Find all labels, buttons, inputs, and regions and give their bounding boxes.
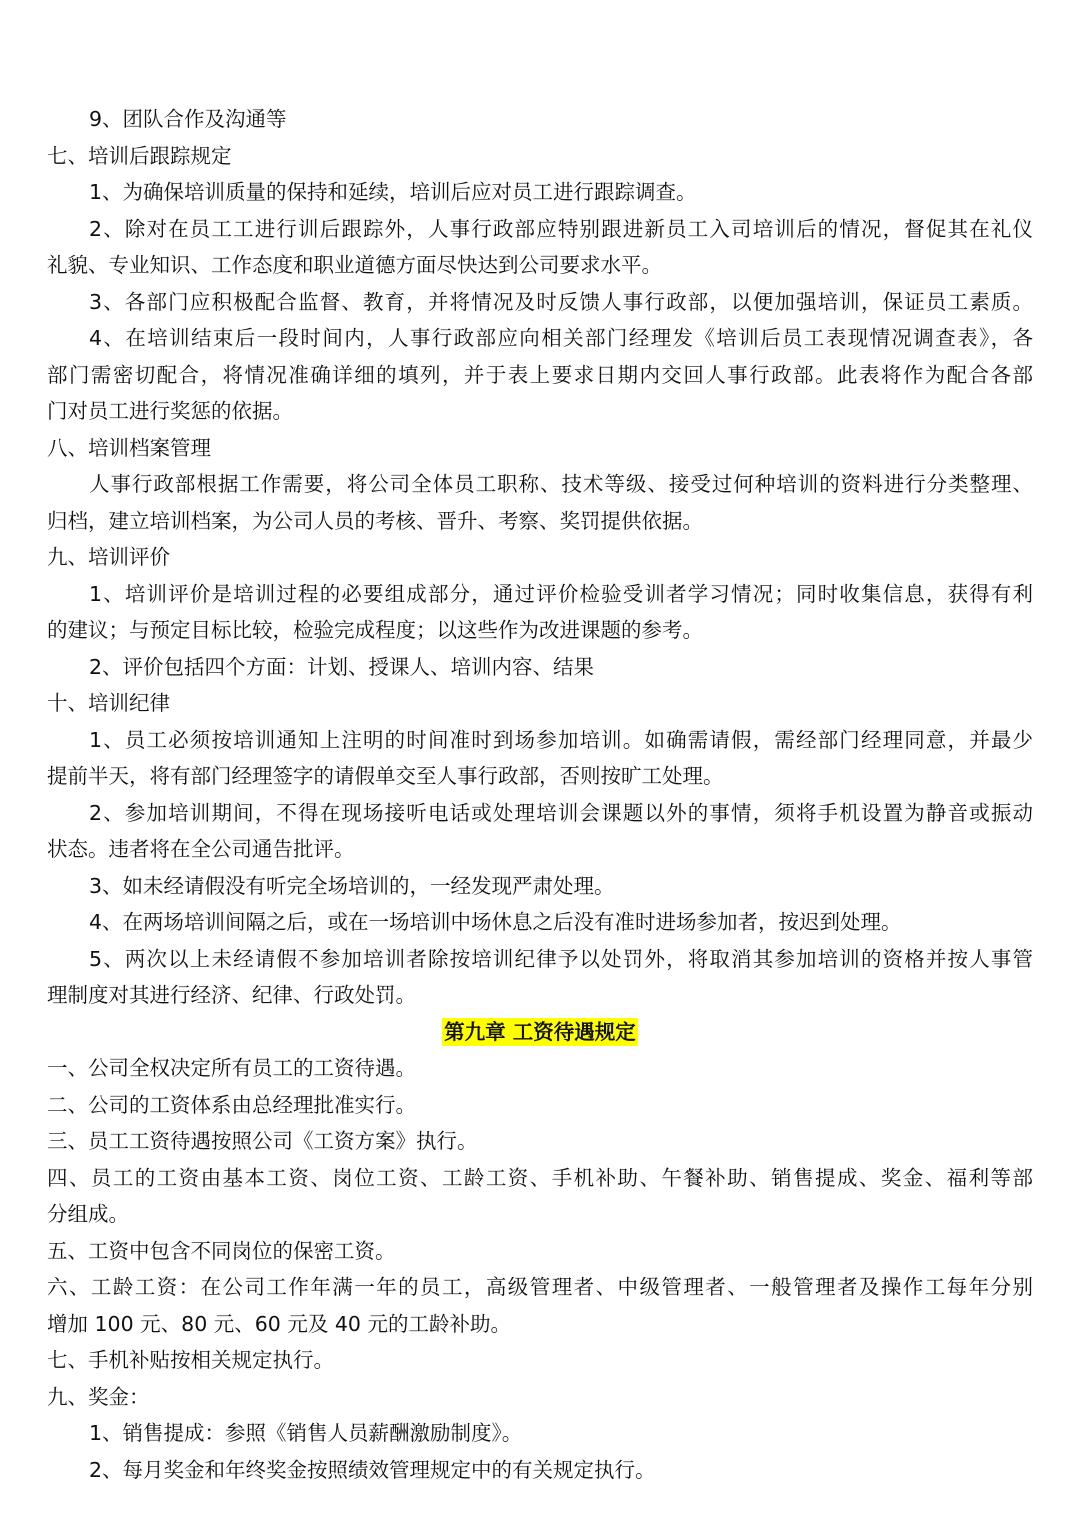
paragraph-line: 理制度对其进行经济、纪律、行政处罚。 (47, 983, 416, 1007)
clause-6-continued: 增加 100 元、80 元、60 元及 40 元的工龄补助。 (47, 1311, 511, 1336)
paragraph-line: 4、在两场培训间隔之后，或在一场培训中场休息之后没有准时进场参加者，按迟到处理。 (89, 910, 902, 934)
bonus-item-2: 2、每月奖金和年终奖金按照绩效管理规定中的有关规定执行。 (89, 1457, 656, 1482)
paragraph-line: 1、培训评价是培训过程的必要组成部分，通过评价检验受训者学习情况；同时收集信息，获得有利 (89, 581, 1033, 606)
section-heading-9: 九、培训评价 (47, 545, 170, 569)
paragraph-line: 状态。违者将在全公司通告批评。 (47, 837, 355, 861)
chapter-title (47, 1014, 1033, 1051)
paragraph-line: 2、参加培训期间，不得在现场接听电话或处理培训会课题以外的事情，须将手机设置为静音或振动 (89, 800, 1033, 825)
section-heading-7: 七、培训后跟踪规定 (47, 143, 232, 168)
paragraph-line: 2、评价包括四个方面：计划、授课人、培训内容、结果 (89, 654, 595, 679)
clause-5: 五、工资中包含不同岗位的保密工资。 (47, 1238, 396, 1263)
clause-9-bonus: 九、奖金： (47, 1384, 150, 1409)
chapter-title-highlight: 第九章 工资待遇规定 (444, 1019, 636, 1044)
paragraph-line: 3、如未经请假没有听完全场培训的，一经发现严肃处理。 (89, 873, 615, 898)
section-heading-8: 八、培训档案管理 (47, 435, 211, 460)
document-body (47, 101, 1033, 1488)
section-heading-10: 十、培训纪律 (47, 691, 170, 715)
paragraph-line: 部门需密切配合，将情况准确详细的填列，并于表上要求日期内交回人事行政部。此表将作为配合各部 (47, 362, 1033, 387)
paragraph-line: 5、两次以上未经请假不参加培训者除按培训纪律予以处罚外，将取消其参加培训的资格并按人事管 (89, 946, 1033, 971)
paragraph-line: 的建议；与预定目标比较，检验完成程度；以这些作为改进课题的参考。 (47, 618, 703, 642)
paragraph-line: 人事行政部根据工作需要，将公司全体员工职称、技术等级、接受过何种培训的资料进行分类整理、 (89, 472, 1033, 496)
clause-6: 六、工龄工资：在公司工作年满一年的员工，高级管理者、中级管理者、一般管理者及操作工每年分别 (47, 1275, 1033, 1299)
clause-4-continued: 分组成。 (47, 1202, 129, 1226)
paragraph-line: 提前半天，将有部门经理签字的请假单交至人事行政部，否则按旷工处理。 (47, 764, 724, 788)
paragraph-line: 4、在培训结束后一段时间内，人事行政部应向相关部门经理发《培训后员工表现情况调查表》，各 (89, 326, 1033, 350)
item-9-teamwork: 9、团队合作及沟通等 (89, 107, 287, 131)
clause-3: 三、员工工资待遇按照公司《工资方案》执行。 (47, 1129, 478, 1153)
bonus-item-1: 1、销售提成：参照《销售人员薪酬激励制度》。 (89, 1421, 523, 1445)
paragraph-line: 2、除对在员工工进行训后跟踪外，人事行政部应特别跟进新员工入司培训后的情况，督促其在礼仪 (89, 216, 1033, 241)
clause-4: 四、员工的工资由基本工资、岗位工资、工龄工资、手机补助、午餐补助、销售提成、奖金、福利等部 (47, 1165, 1033, 1190)
paragraph-line: 门对员工进行奖惩的依据。 (47, 399, 293, 423)
paragraph-line: 1、员工必须按培训通知上注明的时间准时到场参加培训。如确需请假，需经部门经理同意，并最少 (89, 727, 1033, 752)
paragraph-line: 礼貌、专业知识、工作态度和职业道德方面尽快达到公司要求水平。 (47, 253, 662, 277)
clause-7: 七、手机补贴按相关规定执行。 (47, 1348, 334, 1372)
paragraph-line: 归档，建立培训档案，为公司人员的考核、晋升、考察、奖罚提供依据。 (47, 508, 703, 533)
clause-2: 二、公司的工资体系由总经理批准实行。 (47, 1092, 416, 1117)
paragraph-line: 1、为确保培训质量的保持和延续，培训后应对员工进行跟踪调查。 (89, 180, 697, 204)
paragraph-line: 3、各部门应积极配合监督、教育，并将情况及时反馈人事行政部，以便加强培训，保证员工素质。 (89, 289, 1033, 314)
clause-1: 一、公司全权决定所有员工的工资待遇。 (47, 1056, 416, 1080)
